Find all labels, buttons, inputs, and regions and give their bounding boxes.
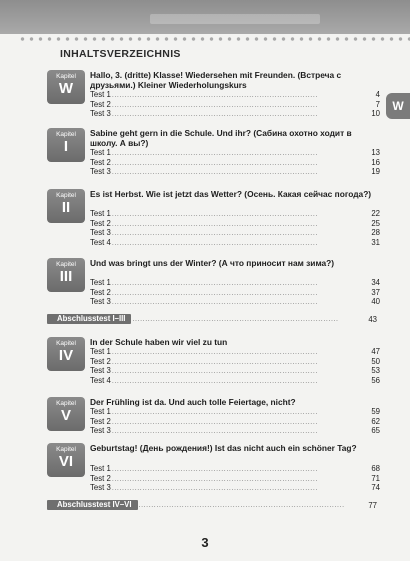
page-ref: 56 <box>371 375 380 385</box>
page-ref: 71 <box>371 473 380 483</box>
test-label: Test 2 <box>90 356 111 366</box>
page-ref: 16 <box>371 157 380 167</box>
chapter-number: VI <box>58 453 74 470</box>
page-ref: 19 <box>371 167 380 177</box>
toc-entry-test[interactable] <box>90 376 380 386</box>
toc-entry-test[interactable] <box>90 474 380 484</box>
leader-dots: ................................................................................. <box>111 280 318 287</box>
test-label: Test 3 <box>90 228 111 238</box>
toc-entry-test[interactable] <box>90 288 380 298</box>
test-label: Test 1 <box>90 278 111 287</box>
chapter-title: Hallo, 3. (dritte) Klasse! Wiedersehen mit Freunden. (Встреча с друзьями.) Kleiner Wiederholungskurs <box>90 70 342 91</box>
toc-entry-test[interactable] <box>90 278 380 288</box>
chapter-title: In der Schule haben wir viel zu tun <box>90 337 228 347</box>
leader-dots: ................................................................................. <box>111 349 318 356</box>
leader-dots: ................................................................................. <box>111 150 318 157</box>
page-ref: 28 <box>371 228 380 238</box>
leader-dots: ................................................................................. <box>111 418 318 426</box>
toc-entry-test[interactable] <box>90 417 380 427</box>
leader-dots: ................................................................................. <box>111 239 318 247</box>
final-test-entry[interactable] <box>47 314 377 324</box>
test-label: Test 3 <box>90 297 111 307</box>
chapter-badge <box>47 337 85 371</box>
test-list <box>90 148 380 177</box>
chapter-title: Der Frühling ist da. Und auch tolle Feiertage, nicht? <box>90 397 296 407</box>
test-label: Test 1 <box>90 464 111 473</box>
page-ref: 77 <box>368 500 377 510</box>
chapter-w[interactable] <box>47 70 380 122</box>
toc-entry-test[interactable] <box>90 238 380 248</box>
page-ref: 53 <box>371 366 380 376</box>
test-label: Test 4 <box>90 237 111 247</box>
page-ref: 40 <box>371 297 380 307</box>
leader-dots: ................................................................................. <box>111 111 318 119</box>
chapter-title: Sabine geht gern in die Schule. Und ihr? (Сабина охотно ходит в школу. А вы?) <box>90 128 352 149</box>
leader-dots: ................................................................................. <box>111 92 318 99</box>
chapter-number: IV <box>58 347 74 364</box>
page-ref: 59 <box>371 407 380 416</box>
test-list <box>90 209 380 247</box>
chapter-v[interactable] <box>47 397 380 437</box>
test-list <box>90 464 380 493</box>
page-ref: 31 <box>371 237 380 247</box>
test-label: Test 2 <box>90 99 111 109</box>
leader-dots: ................................................................................. <box>111 466 318 473</box>
toc-entry-test[interactable] <box>90 297 380 307</box>
toc-entry-test[interactable] <box>90 426 380 436</box>
chapter-vi[interactable] <box>47 443 380 495</box>
chapter-badge <box>47 189 85 223</box>
chapter-keyword: Kapitel <box>56 446 76 453</box>
leader-dots: ................................................................................. <box>111 101 318 109</box>
page-ref: 13 <box>371 148 380 157</box>
side-tab-marker: W <box>386 93 410 119</box>
page-ref: 47 <box>371 347 380 356</box>
chapter-keyword: Kapitel <box>56 261 76 268</box>
chapter-keyword: Kapitel <box>56 340 76 347</box>
toc-entry-test[interactable] <box>90 109 380 119</box>
final-test-label: Abschlusstest IV–VI <box>47 500 138 510</box>
test-list <box>90 278 380 307</box>
toc-entry-test[interactable] <box>90 158 380 168</box>
test-label: Test 1 <box>90 148 111 157</box>
toc-entry-test[interactable] <box>90 366 380 376</box>
page-title: INHALTSVERZEICHNIS <box>60 48 181 60</box>
test-label: Test 2 <box>90 473 111 483</box>
chapter-badge <box>47 443 85 477</box>
leader-dots: ................................................................................. <box>111 428 318 436</box>
leader-dots: ................................................................................. <box>111 377 318 385</box>
test-label: Test 1 <box>90 90 111 99</box>
page-ref: 7 <box>375 99 380 109</box>
leader-dots: ................................................................................. <box>132 315 339 323</box>
chapter-iii[interactable] <box>47 258 380 308</box>
chapter-number: II <box>61 199 71 216</box>
page-number: 3 <box>201 535 209 550</box>
test-label: Test 3 <box>90 109 111 119</box>
test-list <box>90 407 380 436</box>
chapter-title: Geburtstag! (День рождения!) Ist das nicht auch ein schöner Tag? <box>90 443 357 453</box>
toc-entry-test[interactable] <box>90 347 380 357</box>
page-ref: 10 <box>371 109 380 119</box>
leader-dots: ................................................................................. <box>111 299 318 307</box>
toc-entry-test[interactable] <box>90 167 380 177</box>
test-label: Test 3 <box>90 426 111 436</box>
toc-entry-test[interactable] <box>90 219 380 229</box>
toc-entry-test[interactable] <box>90 483 380 493</box>
chapter-keyword: Kapitel <box>56 400 76 407</box>
test-label: Test 1 <box>90 209 111 218</box>
chapter-badge <box>47 258 85 292</box>
page-ref: 68 <box>371 464 380 473</box>
leader-dots: ................................................................................. <box>111 368 318 376</box>
dotted-divider <box>18 36 410 42</box>
leader-dots: ................................................................................. <box>138 501 345 509</box>
page-ref: 50 <box>371 356 380 366</box>
leader-dots: ................................................................................. <box>111 409 318 416</box>
chapter-i[interactable] <box>47 128 380 178</box>
test-label: Test 3 <box>90 366 111 376</box>
page-ref: 65 <box>371 426 380 436</box>
chapter-keyword: Kapitel <box>56 73 76 80</box>
leader-dots: ................................................................................. <box>111 169 318 177</box>
test-label: Test 1 <box>90 407 111 416</box>
chapter-badge <box>47 70 85 104</box>
toc-entry-test[interactable] <box>90 90 380 100</box>
final-test-entry[interactable] <box>47 500 377 510</box>
leader-dots: ................................................................................. <box>111 485 318 493</box>
page-ref: 22 <box>371 209 380 218</box>
leader-dots: ................................................................................. <box>111 475 318 483</box>
test-list <box>90 90 380 119</box>
test-label: Test 2 <box>90 157 111 167</box>
chapter-badge <box>47 128 85 162</box>
chapter-title: Es ist Herbst. Wie ist jetzt das Wetter? (Осень. Какая сейчас погода?) <box>90 189 372 199</box>
test-label: Test 3 <box>90 483 111 493</box>
leader-dots: ................................................................................. <box>111 289 318 297</box>
test-label: Test 3 <box>90 167 111 177</box>
page-ref: 34 <box>371 278 380 287</box>
header-ghost-text <box>150 14 320 24</box>
page-ref: 62 <box>371 416 380 426</box>
chapter-number: W <box>58 80 74 97</box>
test-label: Test 1 <box>90 347 111 356</box>
page-ref: 25 <box>371 218 380 228</box>
chapter-badge <box>47 397 85 431</box>
chapter-number: V <box>60 407 71 424</box>
test-label: Test 4 <box>90 375 111 385</box>
toc-entry-test[interactable] <box>90 228 380 238</box>
toc-entry-test[interactable] <box>90 407 380 417</box>
toc-entry-test[interactable] <box>90 357 380 367</box>
page-ref: 43 <box>368 314 377 324</box>
leader-dots: ................................................................................. <box>111 358 318 366</box>
page-ref: 74 <box>371 483 380 493</box>
toc-entry-test[interactable] <box>90 209 380 219</box>
page-ref: 4 <box>375 90 380 99</box>
chapter-number: I <box>63 138 69 155</box>
test-label: Test 2 <box>90 287 111 297</box>
test-label: Test 2 <box>90 218 111 228</box>
chapter-keyword: Kapitel <box>56 131 76 138</box>
chapter-ii[interactable] <box>47 189 380 249</box>
chapter-number: III <box>59 268 73 285</box>
leader-dots: ................................................................................. <box>111 230 318 238</box>
leader-dots: ................................................................................. <box>111 211 318 218</box>
chapter-iv[interactable] <box>47 337 380 387</box>
page-ref: 37 <box>371 287 380 297</box>
toc-entry-test[interactable] <box>90 100 380 110</box>
toc-entry-test[interactable] <box>90 464 380 474</box>
leader-dots: ................................................................................. <box>111 220 318 228</box>
test-list <box>90 347 380 385</box>
final-test-label: Abschlusstest I–III <box>47 314 131 324</box>
test-label: Test 2 <box>90 416 111 426</box>
leader-dots: ................................................................................. <box>111 159 318 167</box>
toc-entry-test[interactable] <box>90 148 380 158</box>
chapter-keyword: Kapitel <box>56 192 76 199</box>
chapter-title: Und was bringt uns der Winter? (А что приносит нам зима?) <box>90 258 335 268</box>
top-header-bar <box>0 0 410 34</box>
